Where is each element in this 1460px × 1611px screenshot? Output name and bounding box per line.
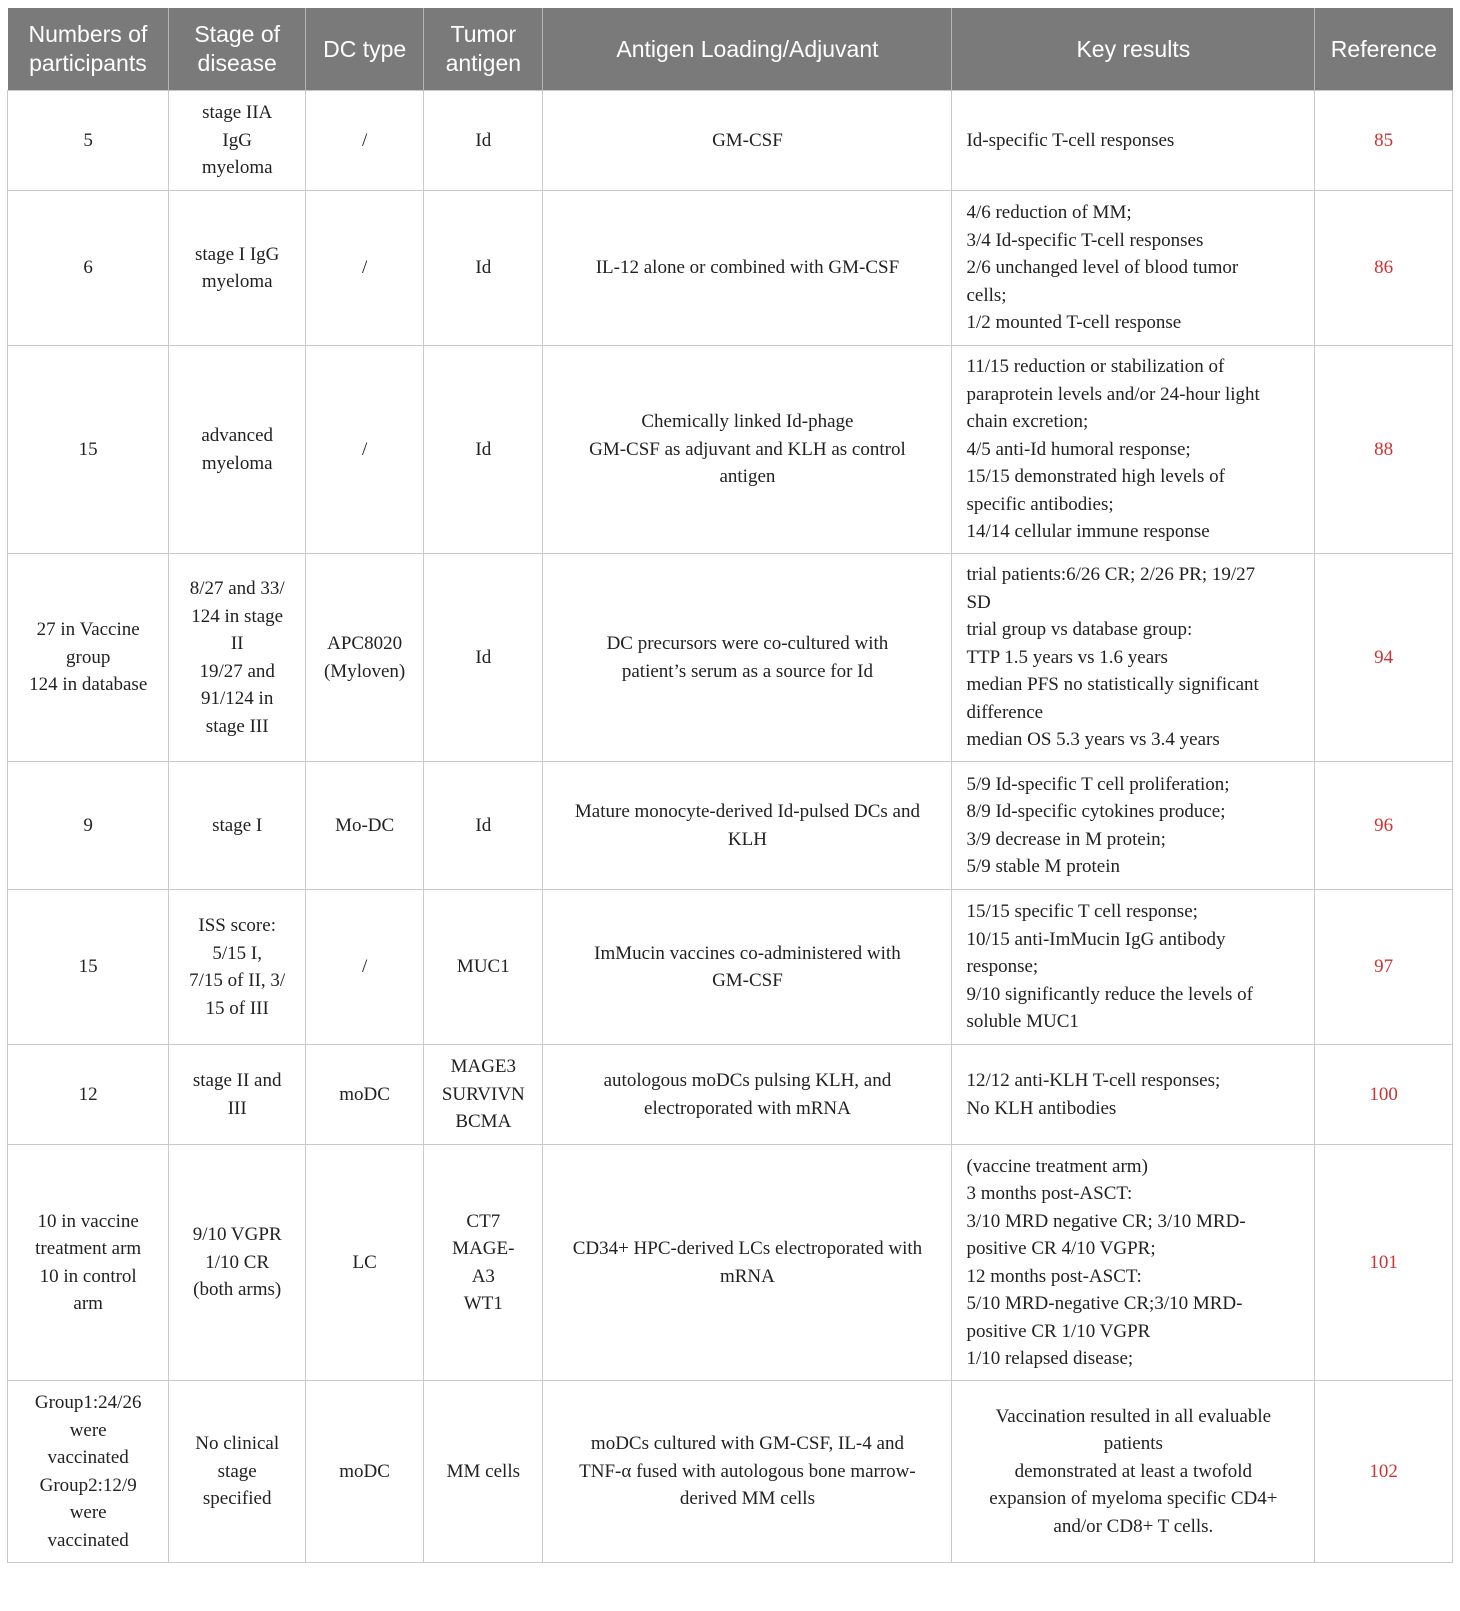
cell-line: DC precursors were co-cultured with (606, 633, 889, 654)
cell-key-results (952, 762, 1315, 890)
cell-line: specified (202, 1488, 272, 1510)
cell-line: median OS 5.3 years vs 3.4 years (966, 729, 1220, 751)
cell-line: (vaccine treatment arm) (966, 1155, 1148, 1177)
cell-line: BCMA (455, 1111, 512, 1133)
cell-dc-type (306, 1045, 424, 1145)
cell-line: electroporated with mRNA (644, 1097, 851, 1119)
cell-line: Group1:24/26 (34, 1392, 142, 1413)
cell-line: GM-CSF (712, 129, 783, 151)
cell-line: MM cells (446, 1460, 520, 1482)
cell-line: 27 in Vaccine (36, 619, 140, 641)
cell-line: 3/4 Id-specific T-cell responses (966, 229, 1204, 251)
cell-line: 3/9 decrease in M protein; (966, 828, 1166, 850)
table-row (8, 191, 1453, 346)
cell-line: 3/10 MRD negative CR; 3/10 MRD- (966, 1210, 1246, 1232)
cell-line: KLH (727, 828, 767, 850)
cell-participants (8, 1381, 169, 1563)
cell-line: expansion of myeloma specific CD4+ (989, 1488, 1278, 1510)
cell-line: and/or CD8+ T cells. (1053, 1515, 1214, 1537)
cell-line: 10 in vaccine (37, 1210, 139, 1232)
cell-stage (169, 762, 306, 890)
header-participants: Numbers of participants (8, 8, 169, 91)
cell-line: Id (475, 646, 492, 668)
cell-key-results (952, 1145, 1315, 1381)
cell-line: cells; (966, 284, 1007, 306)
cell-line: Id (475, 438, 492, 460)
cell-line: 5/15 I, (212, 942, 262, 964)
cell-dc-type (306, 191, 424, 346)
cell-line: 12 (78, 1083, 98, 1105)
cell-line: MUC1 (456, 956, 510, 978)
cell-line: 91/124 in (201, 688, 274, 709)
cell-line: 15 (78, 956, 98, 978)
cell-participants (8, 890, 169, 1045)
cell-line: Group2:12/9 (39, 1474, 137, 1496)
cell-line: GM-CSF (712, 970, 783, 991)
cell-line: 8/27 and 33/ (189, 578, 285, 599)
reference-link[interactable]: 88 (1315, 346, 1453, 554)
cell-line: myeloma (201, 157, 273, 179)
cell-line: 124 in database (29, 674, 148, 696)
cell-antigen-loading (543, 1381, 952, 1563)
cell-line: myeloma (201, 452, 273, 474)
header-antigen-loading: Antigen Loading/Adjuvant (543, 8, 952, 91)
cell-tumor-antigen (424, 890, 543, 1045)
cell-line: No KLH antibodies (966, 1097, 1117, 1119)
cell-line: / (361, 257, 368, 279)
cell-participants (8, 762, 169, 890)
table-row (8, 762, 1453, 890)
cell-line: moDC (339, 1460, 390, 1482)
cell-line: 2/6 unchanged level of blood tumor (966, 257, 1239, 279)
cell-line: CD34+ HPC-derived LCs electroporated with (572, 1238, 923, 1259)
cell-line: ImMucin vaccines co-administered with (594, 942, 901, 964)
cell-line: SURVIVN (441, 1083, 525, 1105)
cell-line: LC (352, 1251, 377, 1273)
reference-link[interactable]: 100 (1315, 1045, 1453, 1145)
cell-line: 8/9 Id-specific cytokines produce; (966, 801, 1226, 822)
cell-participants (8, 554, 169, 762)
cell-line: patient’s serum as a source for Id (621, 660, 873, 682)
header-tumor-antigen: Tumor antigen (424, 8, 543, 91)
cell-line: 15/15 demonstrated high levels of (966, 466, 1226, 488)
cell-line: 14/14 cellular immune response (966, 521, 1210, 543)
cell-participants (8, 1145, 169, 1381)
cell-line: SD (966, 591, 991, 613)
cell-line: IL-12 alone or combined with GM-CSF (595, 257, 900, 279)
cell-line: TTP 1.5 years vs 1.6 years (966, 646, 1168, 668)
reference-link[interactable]: 94 (1315, 554, 1453, 762)
cell-dc-type (306, 91, 424, 191)
cell-line: stage I IgG (194, 243, 280, 265)
cell-line: stage (217, 1460, 257, 1482)
cell-tumor-antigen (424, 1145, 543, 1381)
cell-line: 10 in control (39, 1265, 137, 1287)
cell-line: A3 (471, 1265, 495, 1287)
cell-line: vaccinated (47, 1529, 129, 1551)
cell-line: group (66, 646, 111, 668)
cell-line: specific antibodies; (966, 493, 1114, 515)
cell-line: antigen (719, 466, 776, 488)
cell-tumor-antigen (424, 91, 543, 191)
cell-line: / (361, 956, 368, 978)
cell-line: treatment arm (35, 1238, 142, 1259)
cell-line: GM-CSF as adjuvant and KLH as control (589, 438, 906, 460)
header-stage: Stage of disease (169, 8, 306, 91)
cell-line: chain excretion; (966, 411, 1089, 433)
cell-line: Mo-DC (335, 814, 395, 836)
cell-participants (8, 91, 169, 191)
cell-antigen-loading (543, 1145, 952, 1381)
cell-line: autologous moDCs pulsing KLH, and (603, 1070, 892, 1091)
header-dc-type: DC type (306, 8, 424, 91)
cell-tumor-antigen (424, 1381, 543, 1563)
cell-line: stage II and (192, 1070, 282, 1091)
cell-line: Id (475, 129, 492, 151)
cell-antigen-loading (543, 346, 952, 554)
reference-link[interactable]: 96 (1315, 762, 1453, 890)
cell-key-results (952, 1045, 1315, 1145)
cell-stage (169, 890, 306, 1045)
cell-line: 9/10 significantly reduce the levels of (966, 983, 1253, 1005)
cell-participants (8, 346, 169, 554)
cell-line: 1/10 CR (205, 1251, 270, 1273)
cell-line: ISS score: (198, 915, 276, 936)
cell-key-results (952, 554, 1315, 762)
cell-participants (8, 191, 169, 346)
cell-line: Chemically linked Id-phage (641, 411, 854, 433)
cell-line: IgG (222, 129, 252, 151)
cell-antigen-loading (543, 191, 952, 346)
cell-line: 4/6 reduction of MM; (966, 202, 1132, 224)
reference-link[interactable]: 85 (1315, 91, 1453, 191)
cell-stage (169, 1381, 306, 1563)
cell-line: No clinical (195, 1433, 280, 1455)
header-key-results: Key results (952, 8, 1315, 91)
clinical-trials-table (7, 8, 1453, 1563)
cell-tumor-antigen (424, 191, 543, 346)
cell-stage (169, 191, 306, 346)
table-row (8, 1045, 1453, 1145)
cell-line: 5 (83, 129, 93, 151)
cell-line: CT7 (466, 1210, 501, 1232)
cell-line: TNF-α fused with autologous bone marrow- (579, 1460, 916, 1482)
cell-antigen-loading (543, 762, 952, 890)
cell-line: derived MM cells (679, 1488, 815, 1510)
table-row (8, 890, 1453, 1045)
cell-line: moDC (339, 1083, 390, 1105)
reference-link[interactable]: 86 (1315, 191, 1453, 346)
cell-line: moDCs cultured with GM-CSF, IL-4 and (590, 1433, 904, 1455)
cell-line: 15/15 specific T cell response; (966, 901, 1198, 923)
cell-line: 15 of III (205, 997, 269, 1019)
cell-line: 124 in stage (191, 605, 284, 627)
table-row (8, 91, 1453, 191)
cell-line: paraprotein levels and/or 24-hour light (966, 383, 1260, 405)
cell-line: Id-specific T-cell responses (966, 129, 1175, 151)
cell-line: advanced (201, 425, 274, 446)
cell-line: soluble MUC1 (966, 1011, 1079, 1033)
reference-link[interactable]: 102 (1315, 1381, 1453, 1563)
trial-table-wrapper (7, 8, 1453, 1563)
cell-line: 11/15 reduction or stabilization of (966, 356, 1225, 378)
cell-line: 12 months post-ASCT: (966, 1265, 1142, 1287)
cell-line: positive CR 4/10 VGPR; (966, 1238, 1156, 1259)
cell-line: median PFS no statistically significant (966, 674, 1259, 696)
reference-link[interactable]: 101 (1315, 1145, 1453, 1381)
cell-line: stage I (212, 814, 263, 836)
cell-line: WT1 (463, 1293, 503, 1314)
cell-key-results (952, 1381, 1315, 1563)
cell-stage (169, 1045, 306, 1145)
cell-line: 5/9 Id-specific T cell proliferation; (966, 773, 1230, 795)
cell-line: 6 (83, 257, 93, 279)
cell-line: positive CR 1/10 VGPR (966, 1320, 1151, 1342)
cell-line: difference (966, 701, 1044, 723)
cell-line: / (361, 438, 368, 460)
cell-dc-type (306, 890, 424, 1045)
reference-link[interactable]: 97 (1315, 890, 1453, 1045)
cell-line: trial patients:6/26 CR; 2/26 PR; 19/27 (966, 564, 1256, 586)
cell-line: Id (475, 814, 492, 836)
cell-tumor-antigen (424, 1045, 543, 1145)
cell-stage (169, 91, 306, 191)
cell-line: 10/15 anti-ImMucin IgG antibody (966, 928, 1226, 950)
cell-line: were (69, 1419, 107, 1441)
cell-line: MAGE3 (450, 1056, 517, 1078)
cell-participants (8, 1045, 169, 1145)
cell-line: II (230, 633, 244, 654)
cell-stage (169, 346, 306, 554)
cell-line: patients (1103, 1433, 1163, 1455)
cell-key-results (952, 346, 1315, 554)
cell-line: MAGE- (452, 1238, 515, 1259)
cell-line: Id (475, 257, 492, 279)
cell-line: trial group vs database group: (966, 619, 1193, 641)
table-body (8, 91, 1453, 1563)
cell-line: 5/9 stable M protein (966, 856, 1121, 877)
cell-line: 7/15 of II, 3/ (189, 970, 286, 991)
cell-line: (both arms) (193, 1279, 282, 1301)
cell-antigen-loading (543, 1045, 952, 1145)
cell-antigen-loading (543, 91, 952, 191)
cell-key-results (952, 890, 1315, 1045)
cell-antigen-loading (543, 554, 952, 762)
cell-line: 1/2 mounted T-cell response (966, 312, 1182, 334)
cell-line: (Myloven) (323, 660, 406, 682)
cell-line: 9/10 VGPR (192, 1224, 282, 1246)
cell-stage (169, 1145, 306, 1381)
cell-dc-type (306, 554, 424, 762)
cell-line: / (361, 129, 368, 151)
cell-line: myeloma (201, 271, 273, 292)
cell-dc-type (306, 1381, 424, 1563)
table-header-row (8, 8, 1453, 91)
cell-line: arm (73, 1293, 103, 1314)
cell-line: 15 (78, 438, 98, 460)
cell-line: stage IIA (202, 102, 273, 124)
cell-line: 1/10 relapsed disease; (966, 1348, 1134, 1369)
cell-line: mRNA (719, 1265, 775, 1287)
cell-tumor-antigen (424, 762, 543, 890)
cell-line: were (69, 1502, 107, 1523)
cell-line: Vaccination resulted in all evaluable (995, 1405, 1272, 1427)
cell-line: response; (966, 956, 1039, 978)
table-row (8, 1145, 1453, 1381)
cell-stage (169, 554, 306, 762)
cell-line: 12/12 anti-KLH T-cell responses; (966, 1070, 1221, 1091)
cell-line: stage III (205, 715, 269, 737)
cell-line: Mature monocyte-derived Id-pulsed DCs and (574, 801, 920, 822)
cell-key-results (952, 91, 1315, 191)
table-row (8, 346, 1453, 554)
cell-dc-type (306, 346, 424, 554)
cell-tumor-antigen (424, 346, 543, 554)
cell-tumor-antigen (424, 554, 543, 762)
cell-line: 5/10 MRD-negative CR;3/10 MRD- (966, 1293, 1243, 1314)
cell-antigen-loading (543, 890, 952, 1045)
cell-key-results (952, 191, 1315, 346)
cell-line: 19/27 and (199, 660, 275, 682)
cell-line: 3 months post-ASCT: (966, 1183, 1133, 1204)
header-reference: Reference (1315, 8, 1453, 91)
cell-line: III (227, 1097, 247, 1119)
cell-dc-type (306, 762, 424, 890)
cell-line: 4/5 anti-Id humoral response; (966, 438, 1191, 460)
cell-line: vaccinated (47, 1447, 129, 1468)
table-row (8, 1381, 1453, 1563)
cell-line: 9 (83, 814, 93, 836)
cell-line: APC8020 (327, 633, 403, 654)
table-row (8, 554, 1453, 762)
cell-line: demonstrated at least a twofold (1014, 1460, 1253, 1482)
cell-dc-type (306, 1145, 424, 1381)
